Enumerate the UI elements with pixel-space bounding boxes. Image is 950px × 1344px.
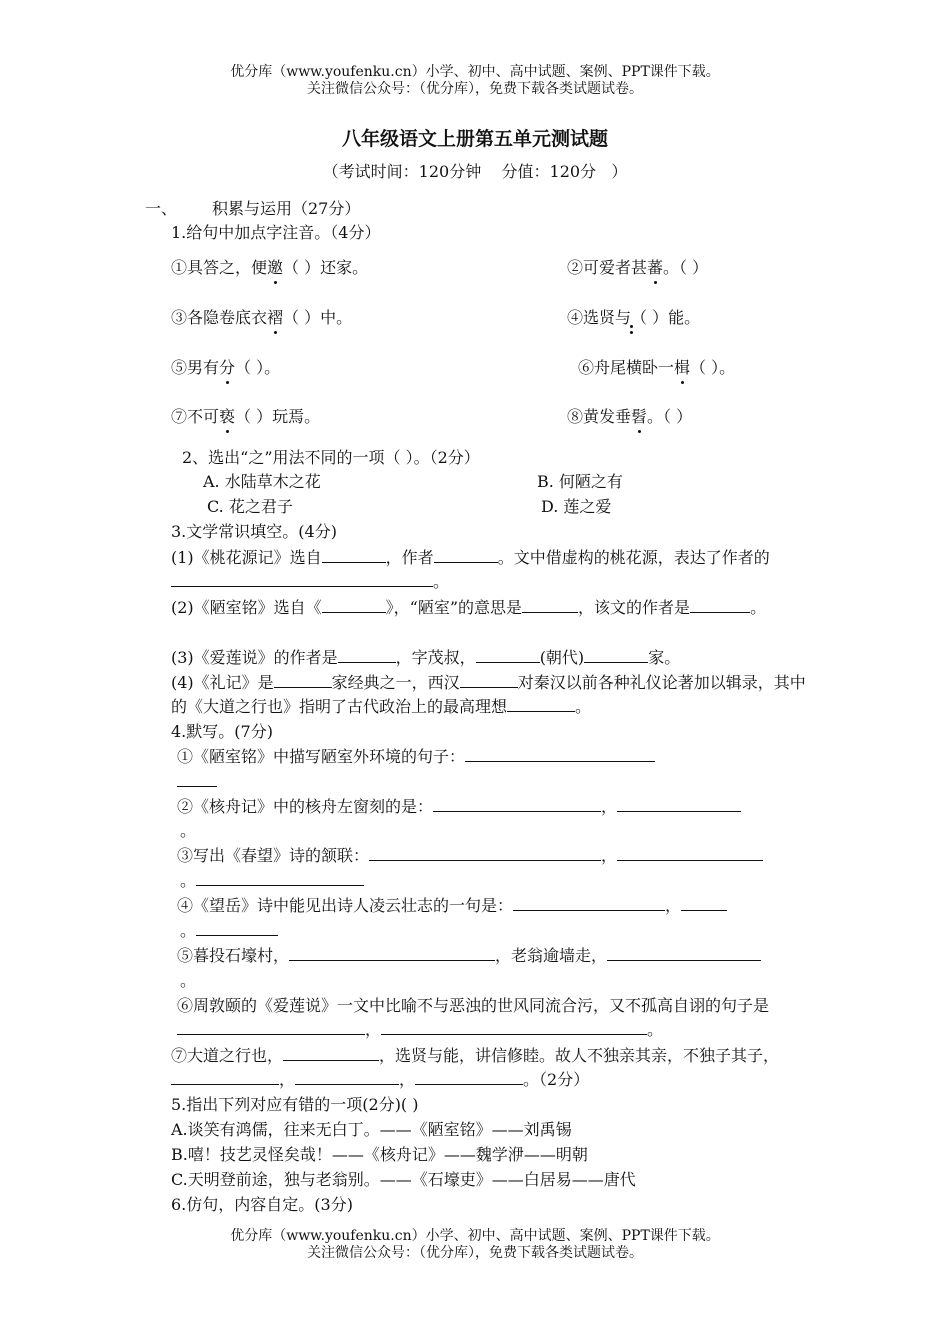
q1-item-3: ③各隐卷底衣褶（ ）中。 — [171, 308, 353, 327]
page-header — [0, 64, 950, 98]
q4-item-3-end: 。 — [180, 870, 364, 892]
dotted-char: 髫 — [631, 407, 648, 426]
blank-line — [322, 597, 386, 613]
q1-item-7: ⑦不可亵（ ）玩焉。 — [171, 407, 321, 426]
section-number: 一、 — [145, 199, 178, 218]
blank-line — [274, 672, 332, 688]
blank-line — [177, 1019, 365, 1035]
footer-line-2: 关注微信公众号：（优分库），免费下载各类试题试卷。 — [307, 1245, 643, 1261]
q4-item-5: ⑤暮投石壕村， ，老翁逾墙走， — [177, 945, 761, 967]
blank-line — [434, 547, 498, 563]
q3-stem: 3.文学常识填空。(4分) — [171, 522, 337, 541]
dotted-char: 分 — [219, 358, 236, 377]
blank-line — [433, 796, 601, 812]
blank-line — [460, 672, 518, 688]
q4-item-2-end: 。 — [180, 821, 197, 840]
blank-line — [617, 796, 741, 812]
header-line-1: 优分库（www.youfenku.cn）小学、初中、高中试题、案例、PPT课件下载。 — [230, 64, 720, 80]
q2-option-a: A. 水陆草木之花 — [203, 472, 321, 491]
q1-stem: 1.给句中加点字注音。（4分） — [171, 223, 381, 242]
blank-line — [507, 696, 575, 712]
q5-option-a: A.谈笑有鸿儒，往来无白丁。——《陋室铭》——刘禹锡 — [171, 1120, 572, 1139]
dotted-char: 楫 — [674, 358, 691, 377]
blank-line — [681, 895, 727, 911]
q4-item-6: ⑥周敦颐的《爱莲说》一文中比喻不与恶浊的世风同流合污，又不孤高自诩的句子是， 。 — [177, 996, 770, 1039]
q4-item-4: ④《望岳》诗中能见出诗人凌云壮志的一句是： ， — [177, 895, 727, 917]
blank-line — [513, 895, 665, 911]
emphasis-dot — [630, 331, 633, 334]
q4-item-2: ②《核舟记》中的核舟左窗刻的是： ， — [177, 796, 741, 818]
blank-line — [465, 746, 655, 762]
blank-line — [607, 945, 761, 961]
q2-stem: 2、选出“之”用法不同的一项（ ）。（2分） — [182, 448, 480, 467]
q4-stem: 4.默写。(7分) — [171, 722, 273, 741]
section-title: 积累与运用（27分） — [212, 199, 361, 218]
q1-item-1: ①具答之，便邀（ ）还家。 — [171, 258, 369, 277]
q1-item-2: ②可爱者甚蕃。（ ） — [567, 258, 709, 277]
q1-item-6: ⑥舟尾横卧一楫（ ）。 — [578, 358, 736, 377]
q5-option-c: C.天明登前途，独与老翁别。——《石壕吏》——白居易——唐代 — [171, 1170, 636, 1189]
blank-line — [177, 770, 217, 787]
blank-line — [283, 1045, 379, 1061]
blank-line — [617, 845, 763, 861]
q3-item-4: (4)《礼记》是 家经典之一，西汉 对秦汉以前各种礼仪论著加以辑录，其中的《大道之行也》指明了古代政治上的最高理想 。 — [171, 673, 806, 716]
blank-line — [171, 571, 433, 587]
q3-item-2: (2)《陋室铭》选自《 》，“陋室”的意思是 ，该文的作者是 。 — [171, 598, 767, 617]
q5-option-b: B.嘻！技艺灵怪矣哉！——《核舟记》——魏学洢——明朝 — [171, 1145, 588, 1164]
blank-line — [381, 1019, 647, 1035]
page-title: 八年级语文上册第五单元测试题 — [341, 128, 608, 150]
blank-line — [196, 920, 278, 936]
blank-line — [171, 1069, 279, 1085]
q4-item-7: ⑦大道之行也， ，选贤与能，讲信修睦。故人不独亲其亲，不独子其子，， ， 。（2分） — [171, 1046, 780, 1089]
q4-item-4-end: 。 — [180, 920, 278, 942]
blank-line — [196, 870, 364, 886]
blank-line — [584, 647, 648, 663]
dotted-char: 邀 — [267, 258, 284, 277]
blank-line — [295, 1069, 399, 1085]
q3-item-3: (3)《爱莲说》的作者是 ，字茂叔， (朝代) 家。 — [171, 648, 681, 667]
blank-line — [690, 597, 750, 613]
q2-option-c: C. 花之君子 — [207, 497, 293, 516]
q4-item-1: ①《陋室铭》中描写陋室外环境的句子： — [177, 745, 811, 769]
blank-line — [338, 647, 396, 663]
blank-line — [476, 647, 540, 663]
q1-item-5: ⑤男有分（ ）。 — [171, 358, 281, 377]
q5-stem: 5.指出下列对应有错的一项(2分)( ) — [171, 1095, 419, 1114]
q6-stem: 6.仿句，内容自定。(3分) — [171, 1195, 353, 1214]
dotted-char: 褶 — [267, 308, 284, 327]
blank-line — [522, 597, 578, 613]
q2-option-d: D. 莲之爱 — [541, 497, 612, 516]
q4-item-3: ③写出《春望》诗的颔联： ， — [177, 845, 763, 867]
exam-info: （考试时间：120分钟 分值：120分 ） — [322, 162, 628, 181]
blank-line — [369, 845, 601, 861]
blank-line — [322, 547, 386, 563]
q1-item-4: ④选贤与（ ）能。 — [567, 308, 701, 327]
q4-item-5-end: 。 — [180, 971, 197, 990]
page-footer — [0, 1228, 950, 1262]
blank-line — [289, 945, 495, 961]
q3-item-1: (1)《桃花源记》选自 ，作者 。文中借虚构的桃花源，表达了作者的。 — [171, 548, 770, 591]
blank-line — [415, 1069, 523, 1085]
dotted-char: 蕃 — [647, 258, 664, 277]
footer-line-1: 优分库（www.youfenku.cn）小学、初中、高中试题、案例、PPT课件下载。 — [230, 1228, 720, 1244]
header-line-2: 关注微信公众号：（优分库），免费下载各类试题试卷。 — [307, 81, 643, 97]
q1-item-8: ⑧黄发垂髫。（ ） — [567, 407, 693, 426]
dotted-char: 亵 — [219, 407, 236, 426]
q2-option-b: B. 何陋之有 — [537, 472, 623, 491]
